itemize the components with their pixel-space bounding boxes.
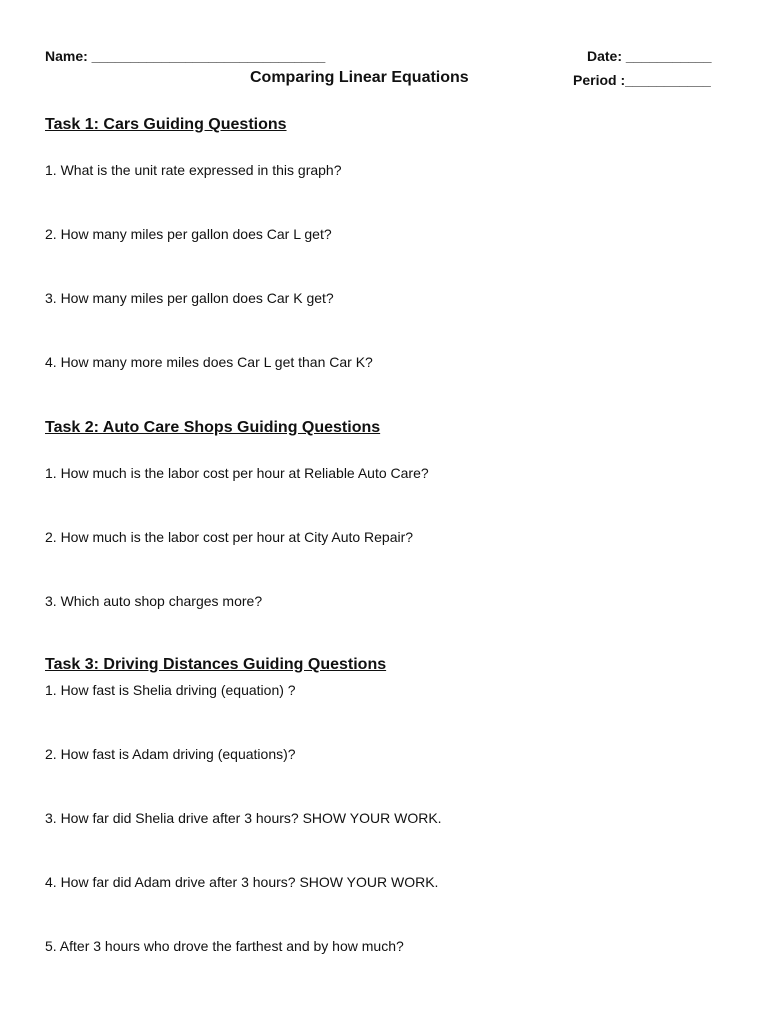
task-3-question-1: 1. How fast is Shelia driving (equation) ? (45, 682, 296, 698)
task-2-heading: Task 2: Auto Care Shops Guiding Questions (45, 419, 381, 436)
task-1-question-1: 1. What is the unit rate expressed in this graph? (45, 162, 342, 178)
task-2-question-2: 2. How much is the labor cost per hour at City Auto Repair? (45, 529, 414, 545)
name-field-label: Name: ______________________________ (45, 48, 326, 64)
task-1-question-3: 3. How many miles per gallon does Car K get? (45, 290, 334, 306)
task-1-question-4: 4. How many more miles does Car L get than Car K? (45, 354, 373, 370)
task-2-question-3: 3. Which auto shop charges more? (45, 593, 263, 609)
task-1-heading: Task 1: Cars Guiding Questions (45, 116, 287, 133)
task-2-question-1: 1. How much is the labor cost per hour at Reliable Auto Care? (45, 465, 429, 481)
task-3-question-3: 3. How far did Shelia drive after 3 hours? SHOW YOUR WORK. (45, 810, 442, 826)
date-field-label: Date: ___________ (587, 48, 712, 64)
task-3-question-4: 4. How far did Adam drive after 3 hours? SHOW YOUR WORK. (45, 874, 439, 890)
task-3-heading: Task 3: Driving Distances Guiding Questions (45, 656, 387, 673)
page-title: Comparing Linear Equations (250, 69, 469, 86)
task-1-question-2: 2. How many miles per gallon does Car L get? (45, 226, 332, 242)
period-field-label: Period :___________ (573, 72, 711, 88)
task-3-question-2: 2. How fast is Adam driving (equations)? (45, 746, 296, 762)
task-3-question-5: 5. After 3 hours who drove the farthest and by how much? (45, 938, 404, 954)
